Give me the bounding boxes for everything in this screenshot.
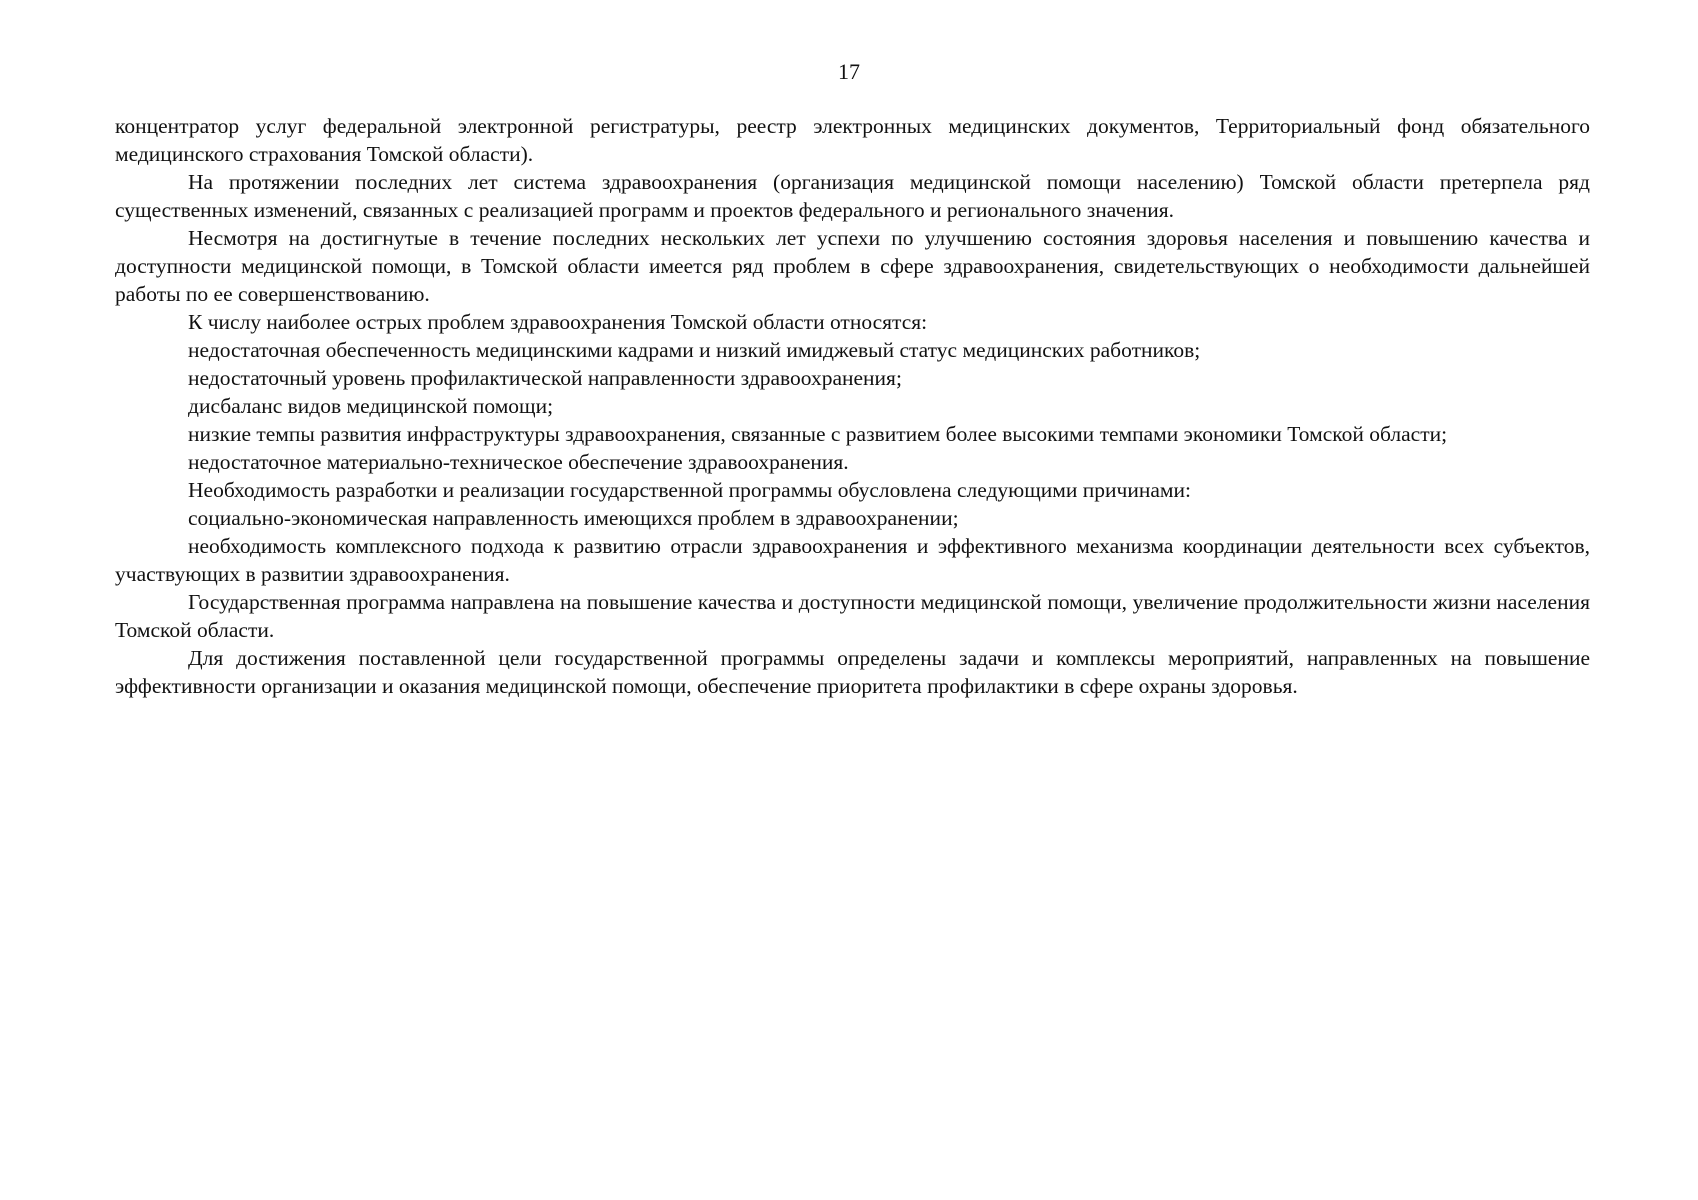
paragraph: К числу наиболее острых проблем здравоохранения Томской области относятся:: [188, 310, 928, 334]
paragraph: Для достижения поставленной цели государственной программы определены задачи и комплексы мероприятий, направленных на повышение эффективности организации и оказания медицинской помощи, обеспечение приоритета профилактики в сфере охраны здоровья.: [115, 646, 1590, 698]
paragraph: Несмотря на достигнутые в течение последних нескольких лет успехи по улучшению состояния здоровья населения и повышению качества и доступности медицинской помощи, в Томской области имеется ряд проблем в сфере здравоохранения, свидетельствующих о необходимости дальнейшей работы по ее совершенствованию.: [115, 226, 1590, 306]
document-body: [115, 112, 1590, 700]
list-item: недостаточная обеспеченность медицинскими кадрами и низкий имиджевый статус медицинских работников;: [188, 338, 1201, 362]
list-item: дисбаланс видов медицинской помощи;: [188, 394, 554, 418]
list-item: недостаточное материально-техническое обеспечение здравоохранения.: [188, 450, 849, 474]
list-item: низкие темпы развития инфраструктуры здравоохранения, связанные с развитием более высокими темпами экономики Томской области;: [188, 422, 1448, 446]
paragraph: Необходимость разработки и реализации государственной программы обусловлена следующими причинами:: [188, 478, 1191, 502]
paragraph-continuation: концентратор услуг федеральной электронной регистратуры, реестр электронных медицинских документов, Территориальный фонд обязательного медицинского страхования Томской области).: [115, 114, 1590, 166]
paragraph: Государственная программа направлена на повышение качества и доступности медицинской помощи, увеличение продолжительности жизни населения Томской области.: [115, 590, 1590, 642]
list-item: социально-экономическая направленность имеющихся проблем в здравоохранении;: [188, 506, 959, 530]
paragraph: На протяжении последних лет система здравоохранения (организация медицинской помощи населению) Томской области претерпела ряд существенных изменений, связанных с реализацией программ и проектов федерального и регионального значения.: [115, 170, 1590, 222]
page-number: 17: [838, 59, 860, 84]
list-item: недостаточный уровень профилактической направленности здравоохранения;: [188, 366, 902, 390]
list-item: необходимость комплексного подхода к развитию отрасли здравоохранения и эффективного механизма координации деятельности всех субъектов, участвующих в развитии здравоохранения.: [115, 534, 1590, 586]
